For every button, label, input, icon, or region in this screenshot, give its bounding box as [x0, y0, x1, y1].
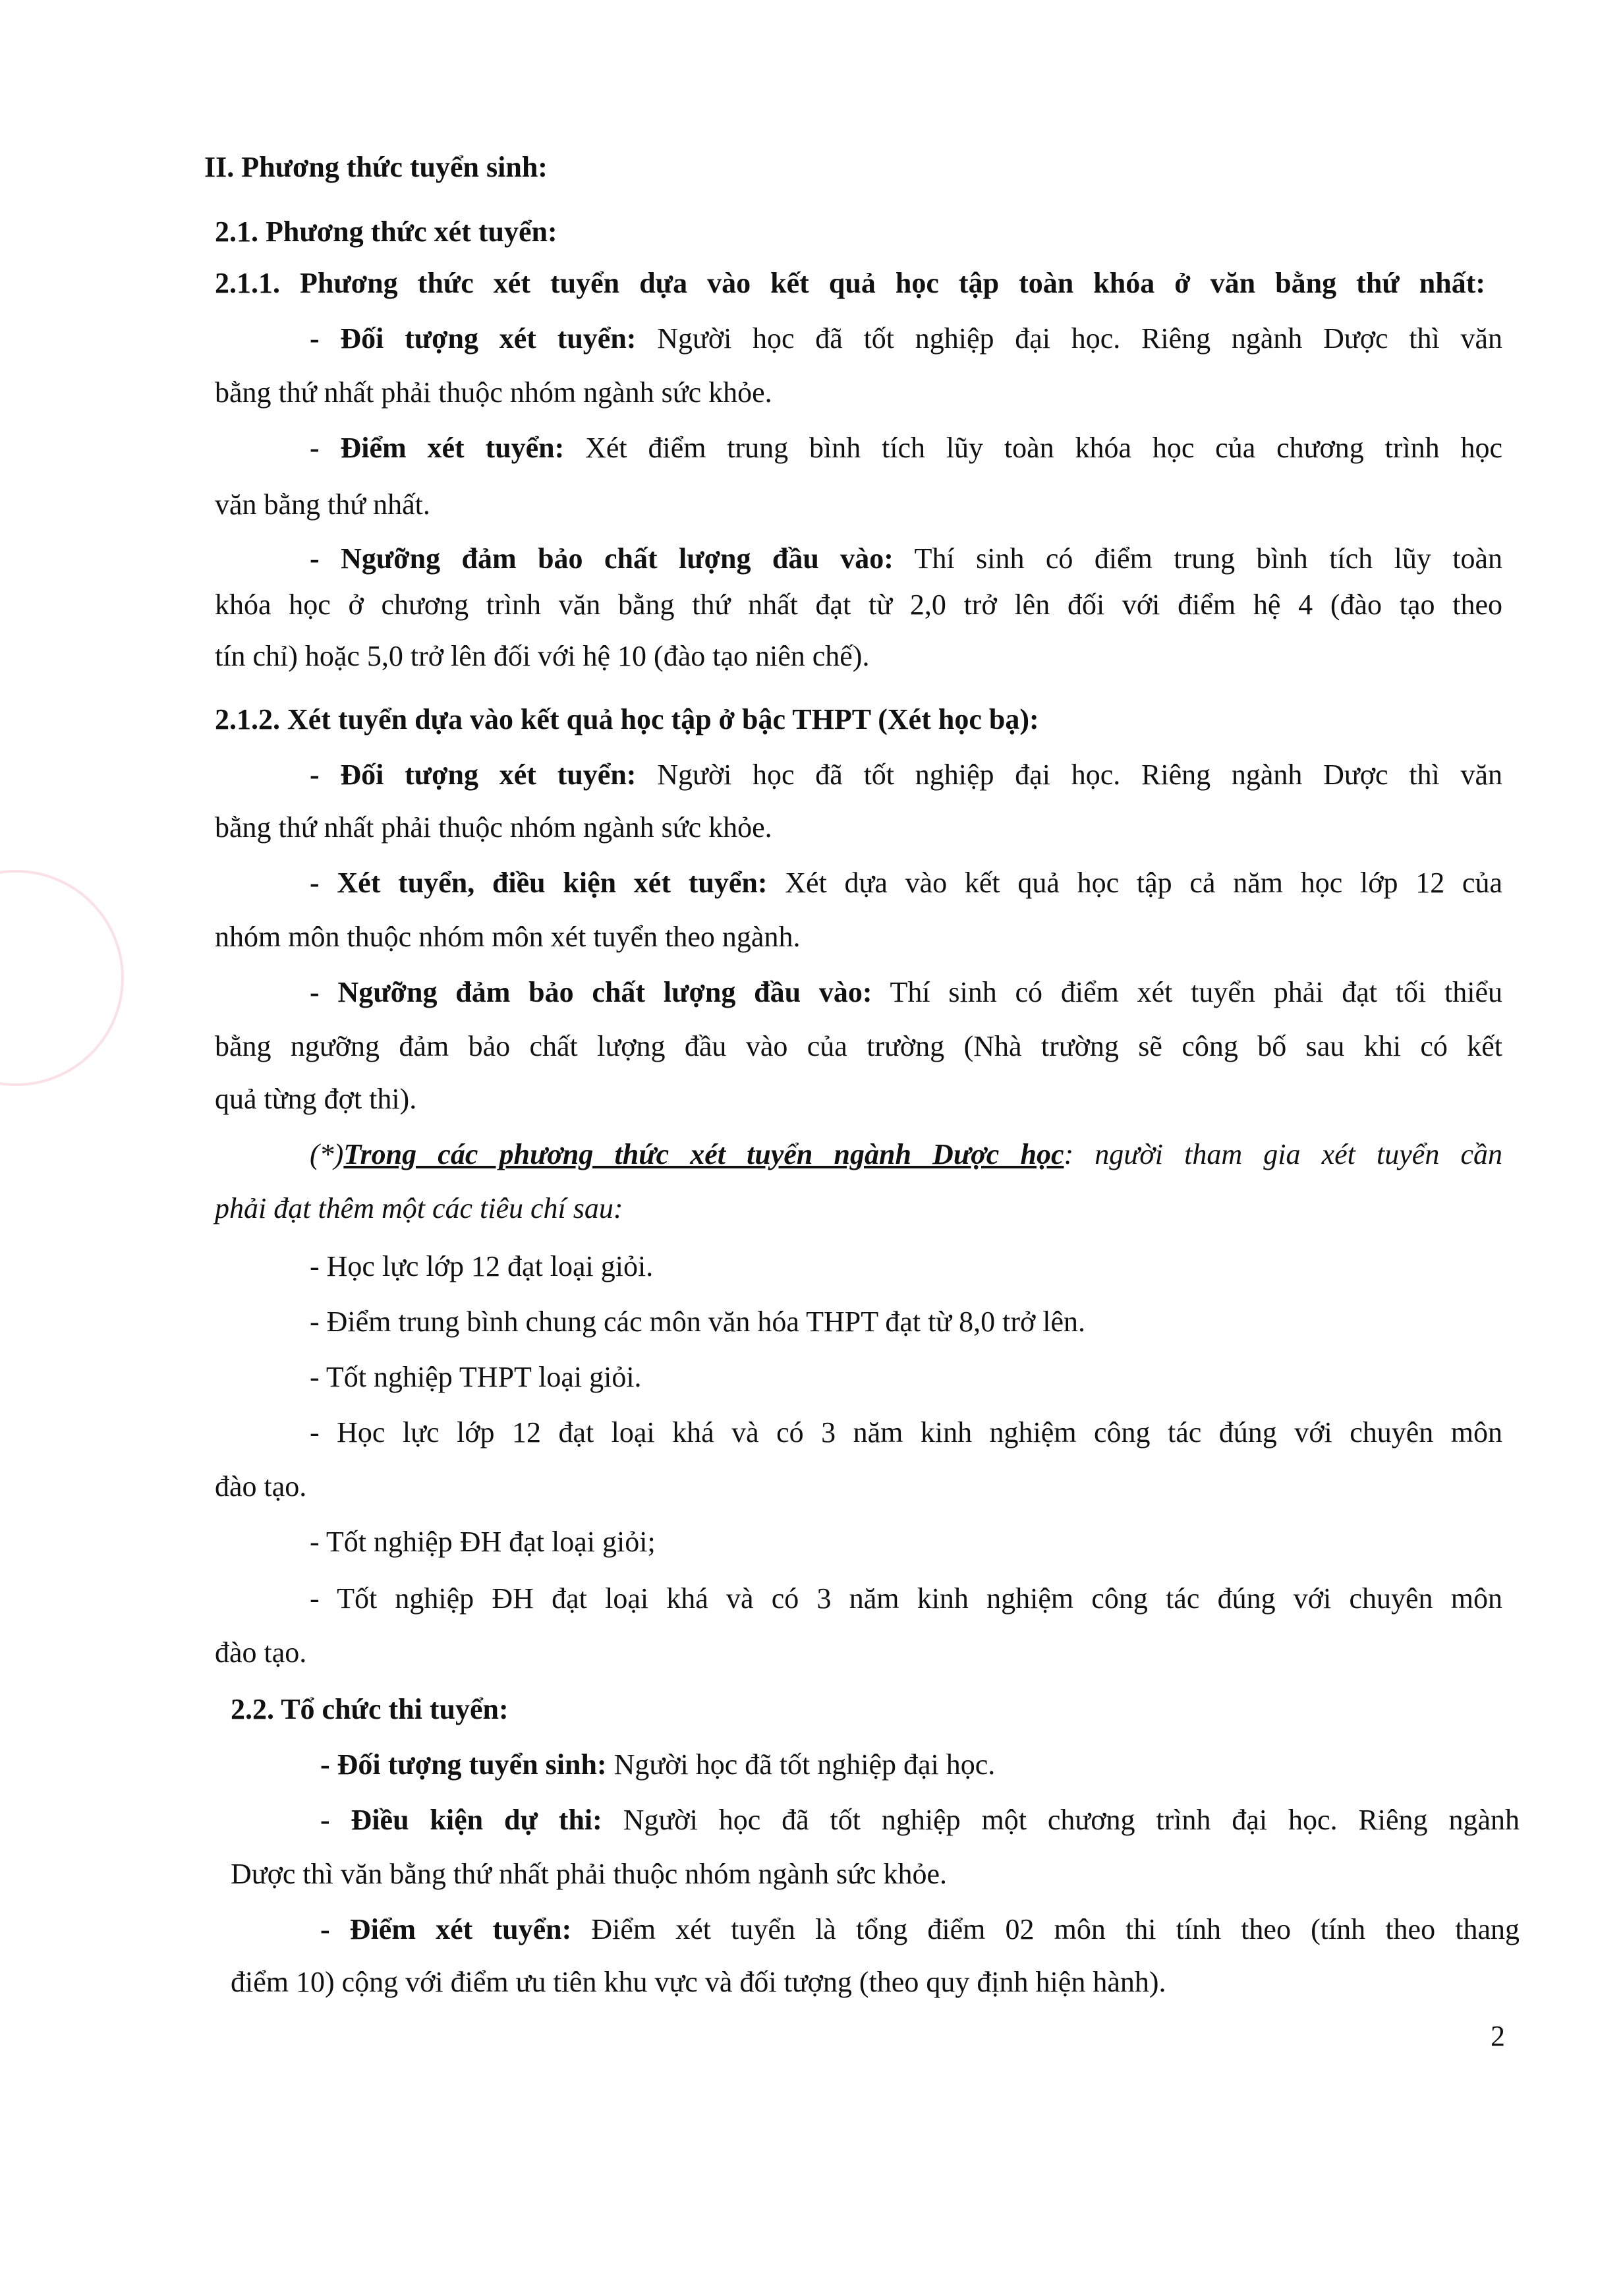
heading-2-1-1: 2.1.1. Phương thức xét tuyển dựa vào kết quả học tập toàn khóa ở văn bằng thứ nhất: — [215, 267, 1485, 299]
criteria-item-2: - Điểm trung bình chung các môn văn hóa THPT đạt từ 8,0 trở lên. — [310, 1306, 1086, 1338]
s1-doi-tuong-line1: - Đối tượng xét tuyển: Người học đã tốt nghiệp đại học. Riêng ngành Dược thì văn — [310, 322, 1502, 355]
criteria-item-3: - Tốt nghiệp THPT loại giỏi. — [310, 1361, 642, 1393]
s2-nguong-line1: - Ngưỡng đảm bảo chất lượng đầu vào: Thí sinh có điểm xét tuyển phải đạt tối thiểu — [310, 976, 1503, 1008]
faded-stamp — [0, 870, 124, 1086]
criteria-item-4-cont: đào tạo. — [215, 1470, 307, 1503]
s1-nguong-line3: tín chỉ) hoặc 5,0 trở lên đối với hệ 10 (đào tạo niên chế). — [215, 640, 870, 672]
criteria-item-6: - Tốt nghiệp ĐH đạt loại khá và có 3 năm kinh nghiệm công tác đúng với chuyên môn — [310, 1582, 1502, 1615]
heading-section-ii: II. Phương thức tuyển sinh: — [204, 151, 548, 183]
note-line2: phải đạt thêm một các tiêu chí sau: — [215, 1192, 623, 1224]
s1-diem-line2: văn bằng thứ nhất. — [215, 488, 430, 521]
s1-nguong-line2: khóa học ở chương trình văn bằng thứ nhất đạt từ 2,0 trở lên đối với điểm hệ 4 (đào tạo theo — [215, 588, 1502, 621]
s1-doi-tuong-line2: bằng thứ nhất phải thuộc nhóm ngành sức khỏe. — [215, 376, 772, 409]
s2-doi-tuong-line1: - Đối tượng xét tuyển: Người học đã tốt nghiệp đại học. Riêng ngành Dược thì văn — [310, 759, 1502, 791]
s3-dieu-kien-line1: - Điều kiện dự thi: Người học đã tốt nghiệp một chương trình đại học. Riêng ngành — [320, 1804, 1520, 1836]
s2-nguong-line3: quả từng đợt thi). — [215, 1083, 417, 1115]
s2-xet-line2: nhóm môn thuộc nhóm môn xét tuyển theo ngành. — [215, 921, 801, 953]
s2-xet-line1: - Xét tuyển, điều kiện xét tuyển: Xét dựa vào kết quả học tập cả năm học lớp 12 của — [310, 867, 1502, 899]
s2-doi-tuong-line2: bằng thứ nhất phải thuộc nhóm ngành sức khỏe. — [215, 811, 772, 844]
criteria-item-6-cont: đào tạo. — [215, 1636, 307, 1669]
s1-diem-line1: - Điểm xét tuyển: Xét điểm trung bình tích lũy toàn khóa học của chương trình học — [310, 432, 1502, 464]
s3-diem-line2: điểm 10) cộng với điểm ưu tiên khu vực và đối tượng (theo quy định hiện hành). — [231, 1966, 1166, 1998]
criteria-item-4: - Học lực lớp 12 đạt loại khá và có 3 năm kinh nghiệm công tác đúng với chuyên môn — [310, 1416, 1502, 1449]
criteria-item-1: - Học lực lớp 12 đạt loại giỏi. — [310, 1250, 654, 1282]
note-line1: (*)Trong các phương thức xét tuyển ngành Dược học: người tham gia xét tuyển cần — [310, 1138, 1502, 1170]
page-number: 2 — [1491, 2020, 1505, 2052]
heading-2-1: 2.1. Phương thức xét tuyển: — [215, 215, 557, 248]
criteria-item-5: - Tốt nghiệp ĐH đạt loại giỏi; — [310, 1526, 656, 1558]
s3-dieu-kien-line2: Dược thì văn bằng thứ nhất phải thuộc nhóm ngành sức khỏe. — [231, 1858, 948, 1890]
s1-nguong-line1: - Ngưỡng đảm bảo chất lượng đầu vào: Thí sinh có điểm trung bình tích lũy toàn — [310, 542, 1502, 575]
s3-diem-line1: - Điểm xét tuyển: Điểm xét tuyển là tổng điểm 02 môn thi tính theo (tính theo thang — [320, 1913, 1520, 1945]
s2-nguong-line2: bằng ngưỡng đảm bảo chất lượng đầu vào của trường (Nhà trường sẽ công bố sau khi có kết — [215, 1030, 1502, 1062]
s3-doi-tuong-line: - Đối tượng tuyển sinh: Người học đã tốt nghiệp đại học. — [320, 1748, 996, 1781]
heading-2-1-2: 2.1.2. Xét tuyển dựa vào kết quả học tập ở bậc THPT (Xét học bạ): — [215, 703, 1039, 735]
heading-2-2: 2.2. Tổ chức thi tuyển: — [231, 1693, 509, 1725]
